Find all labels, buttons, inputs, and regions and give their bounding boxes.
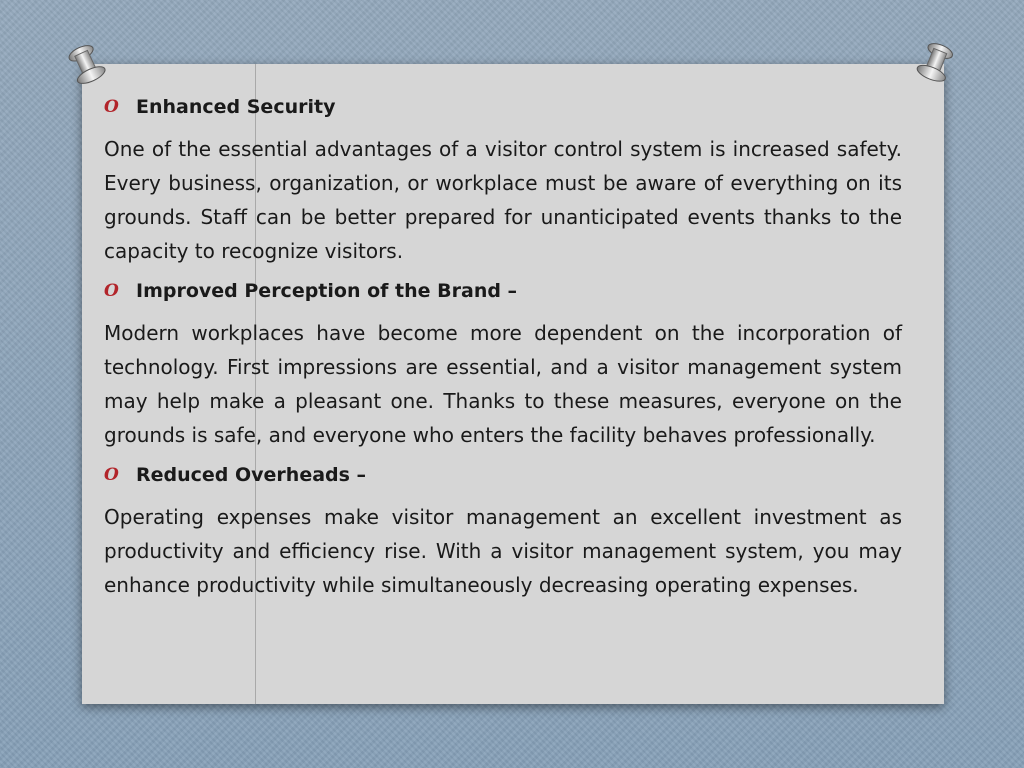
section-body: One of the essential advantages of a visitor control system is increased safety. Every business, organization, or workplace must be aware of everything on its grounds. Staff can be better prepared for unanticipated events thanks to the capacity to recognize visitors. — [104, 137, 902, 263]
heading-text: Enhanced Security — [136, 96, 336, 118]
section-body: Modern workplaces have become more dependent on the incorporation of technology. First impressions are essential, and a visitor management system may help make a pleasant one. Thanks to these measures, everyone on the grounds is safe, and everyone who enters the facility behaves professionally. — [104, 321, 902, 447]
bullet-icon: O — [104, 465, 119, 485]
bullet-icon: O — [104, 97, 119, 117]
section-heading — [104, 90, 902, 124]
section-heading — [104, 458, 902, 492]
section-heading — [104, 274, 902, 308]
section-body: Operating expenses make visitor management an excellent investment as productivity and efficiency rise. With a visitor management system, you may enhance productivity while simultaneously decreasing operating expenses. — [104, 505, 902, 597]
heading-text: Improved Perception of the Brand – — [136, 280, 518, 302]
heading-text: Reduced Overheads – — [136, 464, 367, 486]
slide-content — [104, 90, 902, 608]
bullet-icon: O — [104, 281, 119, 301]
